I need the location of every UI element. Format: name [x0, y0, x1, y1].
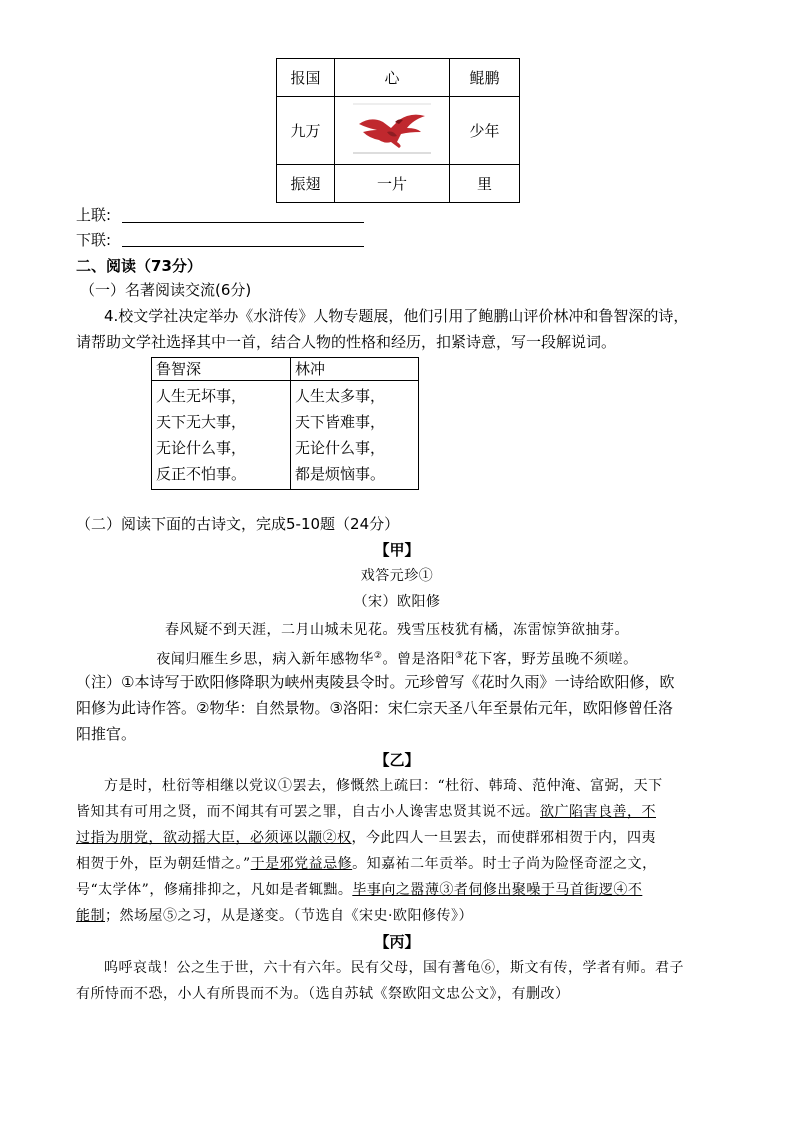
poem-line-1: 春风疑不到天涯，二月山城未见花。残雪压枝犹有橘，冻雷惊笋欲抽芽。: [165, 622, 629, 638]
table-cell: 心: [335, 59, 450, 97]
table-cell: 振翅: [277, 165, 335, 203]
lu-zhishen-poem: [152, 381, 291, 490]
upper-couplet-blank[interactable]: [122, 222, 364, 223]
part1-title: （一）名著阅读交流(6分): [80, 281, 252, 299]
upper-couplet-label: 上联:: [76, 206, 112, 224]
poem-line: 人生无坏事，: [156, 387, 247, 405]
yi-text-line: 方是时，杜衍等相继以党议①罢去，修慨然上疏曰：“杜衍、韩琦、范仲淹、富弼，天下: [104, 778, 663, 794]
jia-label: 【甲】: [374, 541, 420, 559]
yi-text-line: 相贺于外，臣为朝廷惜之。”于是邪党益忌修。知嘉祐二年贡举。时士子尚为险怪奇涩之文，: [76, 856, 657, 872]
poem-line: 人生太多事，: [295, 387, 386, 405]
table-cell: 里: [450, 165, 520, 203]
bing-label: 【丙】: [374, 933, 420, 951]
section-heading: 二、阅读（73分）: [76, 257, 202, 275]
yi-text-line: 皆知其有可用之贤，而不闻其有可罢之罪，自古小人谗害忠贤其说不远。欲广陷害良善，不: [76, 804, 656, 820]
poem-line: 天下无大事，: [156, 413, 247, 431]
poem-author: （宋）欧阳修: [353, 594, 441, 610]
poem-table: [151, 357, 419, 490]
table-cell: 鲲鹏: [450, 59, 520, 97]
lower-couplet-blank[interactable]: [122, 246, 364, 247]
yi-label: 【乙】: [374, 751, 420, 769]
note-line: 阳推官。: [76, 725, 137, 743]
table-cell: 九万: [277, 97, 335, 165]
poem-line: 都是烦恼事。: [295, 465, 386, 483]
table-cell: 一片: [335, 165, 450, 203]
lin-chong-poem: [291, 381, 419, 490]
question-4-line2: 请帮助文学社选择其中一首，结合人物的性格和经历，扣紧诗意，写一段解说词。: [76, 333, 617, 351]
poem-line: 天下皆难事，: [295, 413, 386, 431]
question-4-line1: 4.校文学社决定举办《水浒传》人物专题展，他们引用了鲍鹏山评价林冲和鲁智深的诗，: [104, 307, 689, 325]
poem-line-2: 夜闻归雁生乡思，病入新年感物华②。曾是洛阳③花下客，野芳虽晚不须嗟。: [156, 651, 638, 668]
poem-title: 戏答元珍①: [360, 568, 434, 584]
note-line: （注）①本诗写于欧阳修降职为峡州夷陵县令时。元珍曾写《花时久雨》一诗给欧阳修，欧: [76, 673, 675, 691]
lower-couplet-label: 下联:: [76, 231, 112, 249]
bing-text-line: 有所恃而不恐，小人有所畏而不为。（选自苏轼《祭欧阳文忠公文》，有删改）: [76, 986, 570, 1002]
bing-text-line: 呜呼哀哉！公之生于世，六十有六年。民有父母，国有蓍龟⑥，斯文有传，学者有师。君子: [104, 960, 684, 976]
eagle-icon: [351, 102, 433, 156]
poem-line: 无论什么事，: [295, 439, 386, 457]
couplet-table: [276, 58, 520, 203]
table-cell: 报国: [277, 59, 335, 97]
part2-title: （二）阅读下面的古诗文，完成5-10题（24分）: [76, 515, 400, 533]
note-line: 阳修为此诗作答。②物华：自然景物。③洛阳：宋仁宗天圣八年至景佑元年，欧阳修曾任洛: [76, 699, 673, 717]
column-header: 林冲: [291, 358, 419, 381]
yi-text-line: 过指为朋党，欲动摇大臣，必须诬以颛②权，今此四人一旦罢去，而使群邪相贺于内，四夷: [76, 830, 656, 846]
column-header: 鲁智深: [152, 358, 291, 381]
table-cell: 少年: [450, 97, 520, 165]
yi-text-line: 号“太学体”，修痛排抑之，凡如是者辄黜。毕事向之嚣薄③者伺修出聚噪于马首街逻④不: [76, 882, 643, 898]
poem-line: 无论什么事，: [156, 439, 247, 457]
eagle-image-cell: [335, 97, 450, 165]
yi-text-line: 能制；然场屋⑤之习，从是遂变。（节选自《宋史·欧阳修传》）: [76, 908, 473, 924]
poem-line: 反正不怕事。: [156, 465, 247, 483]
